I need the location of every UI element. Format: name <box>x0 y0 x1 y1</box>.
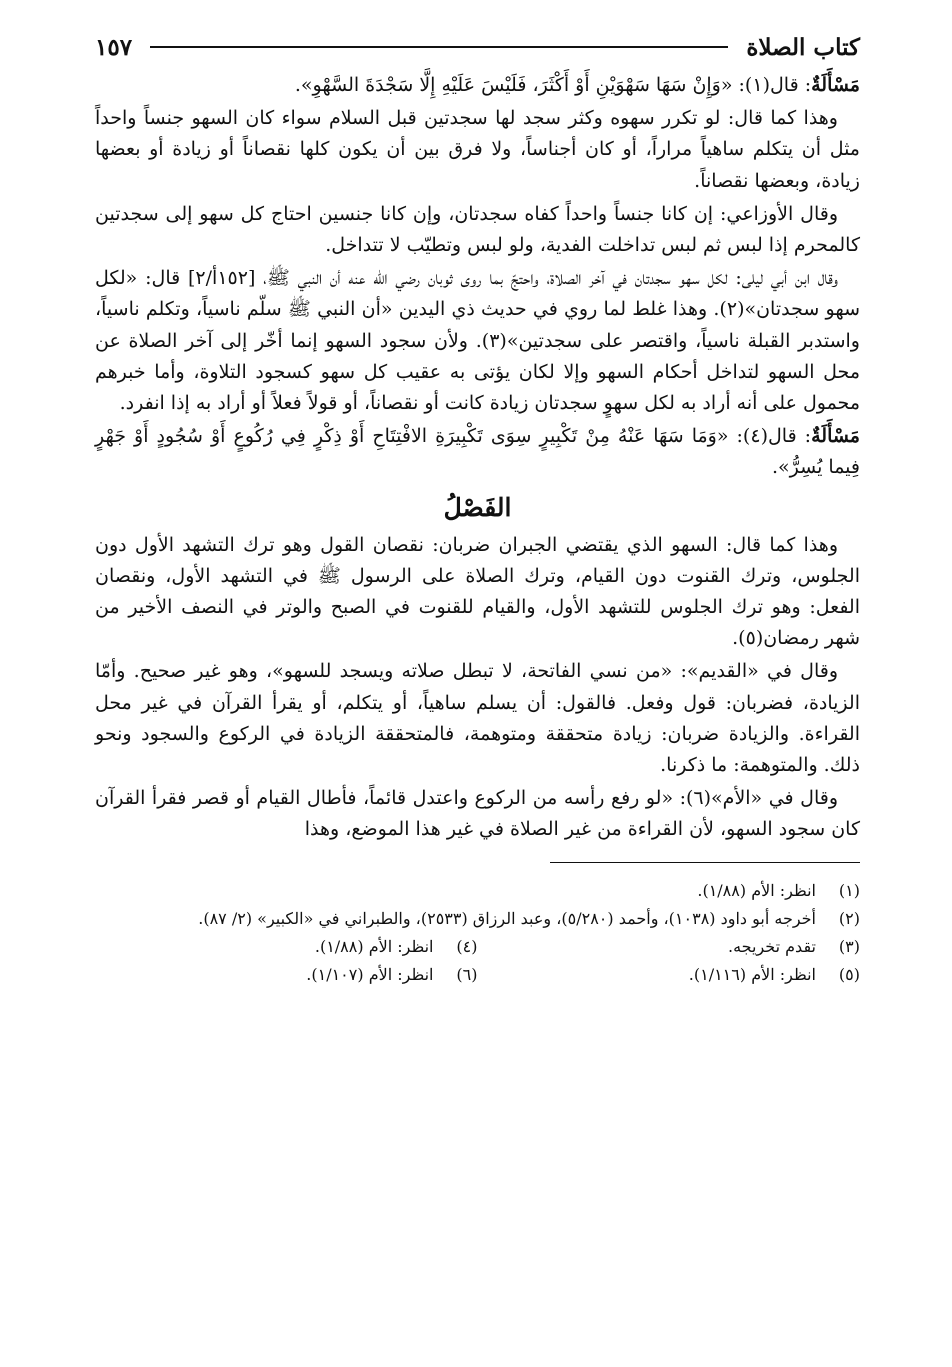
footnote <box>95 877 860 905</box>
footnote-row <box>95 961 860 989</box>
page-number: ١٥٧ <box>95 33 133 61</box>
footnote-text: انظر: الأم (١/١٠٧). <box>306 965 434 985</box>
footnote <box>95 961 478 989</box>
footnote-text: انظر: الأم (١/٨٨). <box>697 881 816 901</box>
footnote-number: (٤) <box>456 937 478 957</box>
footnote-text: انظر: الأم (١/١١٦). <box>688 965 816 985</box>
paragraph: وقال ابن أبي ليلى: لكل سهو سجدتان في آخر الصلاة، واحتجّ بما روى ثوبان رضي الله عنه أن النبي ﷺ، [١٥٢أ/٢] قال: «لكل سهو سجدتان»(٢). وهذا غلط لما روي في حديث ذي اليدين «أن النبي ﷺ سلّم ناسياً، وتكلم ناسياً، واستدبر القبلة ناسياً، واقتصر على سجدتين»(٣). ولأن سجود السهو إنما أخّر إلى آخر الصلاة عن محل السهو لتداخل أحكام السهو وإلا لكان يؤتى به عقيب كل سهو كسجود التلاوة، وأما خبرهم محمول على أنه أراد به لكل سهوٍ سجدتان زيادة كانت أو نقصاناً، أو قولاً فعلاً أو أراد به إذا انفرد. <box>95 267 860 415</box>
masala-text: : قال(١): «وَإِنْ سَهَا سَهْوَيْنِ أَوْ أَكْثَرَ، فَلَيْسَ عَلَيْهِ إِلَّا سَجْدَةَ السَّهْوِ». <box>294 74 812 96</box>
footnote-row <box>95 933 860 961</box>
footnote-number: (٢) <box>838 909 860 929</box>
footnote-number: (٥) <box>838 965 860 985</box>
footnote-number: (٣) <box>838 937 860 957</box>
footnote-text: أخرجه أبو داود (١٠٣٨)، وأحمد (٥/٢٨٠)، وعبد الرزاق (٢٥٣٣)، والطبراني في «الكبير» (٢/ ٨٧). <box>198 909 816 929</box>
footnote <box>95 905 860 933</box>
header-rule <box>150 46 728 48</box>
footnote-rule <box>550 862 860 864</box>
page-header <box>95 30 860 64</box>
masala-label: مَسْأَلَةٌ <box>811 74 860 96</box>
paragraph: وهذا كما قال: لو تكرر سهوه وكثر سجد لها سجدتين قبل السلام سواء كان السهو جنساً واحداً مثل أن يتكلم ساهياً مراراً، أو كان أجناساً، ولا فرق بين أن يكون كلها نقصاناً أو زيادة أو بعضها زيادة، وبعضها نقصاناً. <box>95 107 860 192</box>
paragraph: وقال في «القديم»: «من نسي الفاتحة، لا تبطل صلاته ويسجد للسهو»، وهو غير صحيح. وأمّا الزيادة، فضربان: قول وفعل. فالقول: أن يسلم ساهياً، أو يتكلم، أو يقرأ القرآن في غير محل القراءة. والزيادة ضربان: زيادة متحققة ومتوهمة، فالمتحققة الزيادة في الركوع والسجود ونحو ذلك. والمتوهمة: ما ذكرنا. <box>95 660 860 777</box>
book-page <box>95 30 860 989</box>
footnote-number: (١) <box>838 881 860 901</box>
paragraph: وقال في «الأم»(٦): «لو رفع رأسه من الركوع واعتدل قائماً، فأطال القيام أو قصر فقرأ القرآن كان سجود السهو، لأن القراءة من غير الصلاة في غير هذا الموضع، وهذا <box>95 787 860 841</box>
footnote-text: تقدم تخريجه. <box>728 937 816 957</box>
footnotes <box>95 877 860 989</box>
paragraph: وهذا كما قال: السهو الذي يقتضي الجبران ضربان: نقصان القول وهو ترك التشهد الأول دون الجلوس، وترك القنوت دون القيام، وترك الصلاة على الرسول ﷺ في التشهد الأول، ونقصان الفعل: وهو ترك الجلوس للتشهد الأول، والقيام للقنوت في الصبح والوتر في النصف الأخير من شهر رمضان(٥). <box>95 533 860 650</box>
footnote-text: انظر: الأم (١/٨٨). <box>314 937 434 957</box>
footnote <box>478 961 861 989</box>
masala-text: : قال(٤): «وَمَا سَهَا عَنْهُ مِنْ تَكْبِيرٍ سِوَى تَكْبِيرَةِ الافْتِتَاحِ أَوْ ذِكْرٍ فِي رُكُوعٍ أَوْ سُجُودٍ أَوْ جَهْرٍ فِيما يُسِرُّ». <box>95 425 860 479</box>
paragraph: وقال الأوزاعي: إن كانا جنساً واحداً كفاه سجدتان، وإن كانا جنسين احتاج كل سهو إلى سجدتين كالمحرم إذا لبس ثم لبس تداخلت الفدية، ولو لبس وتطيّب لا تتداخل. <box>95 202 860 257</box>
masala-label: مَسْأَلَةٌ <box>811 425 860 448</box>
section-heading: الفَصْلُ <box>443 492 512 522</box>
masala-paragraph-2 <box>95 421 860 483</box>
masala-paragraph-1 <box>95 70 860 101</box>
footnote <box>95 933 478 961</box>
book-title: كتاب الصلاة <box>746 33 860 61</box>
footnote-number: (٦) <box>456 965 478 985</box>
main-text <box>95 70 860 846</box>
footnote <box>478 933 861 961</box>
